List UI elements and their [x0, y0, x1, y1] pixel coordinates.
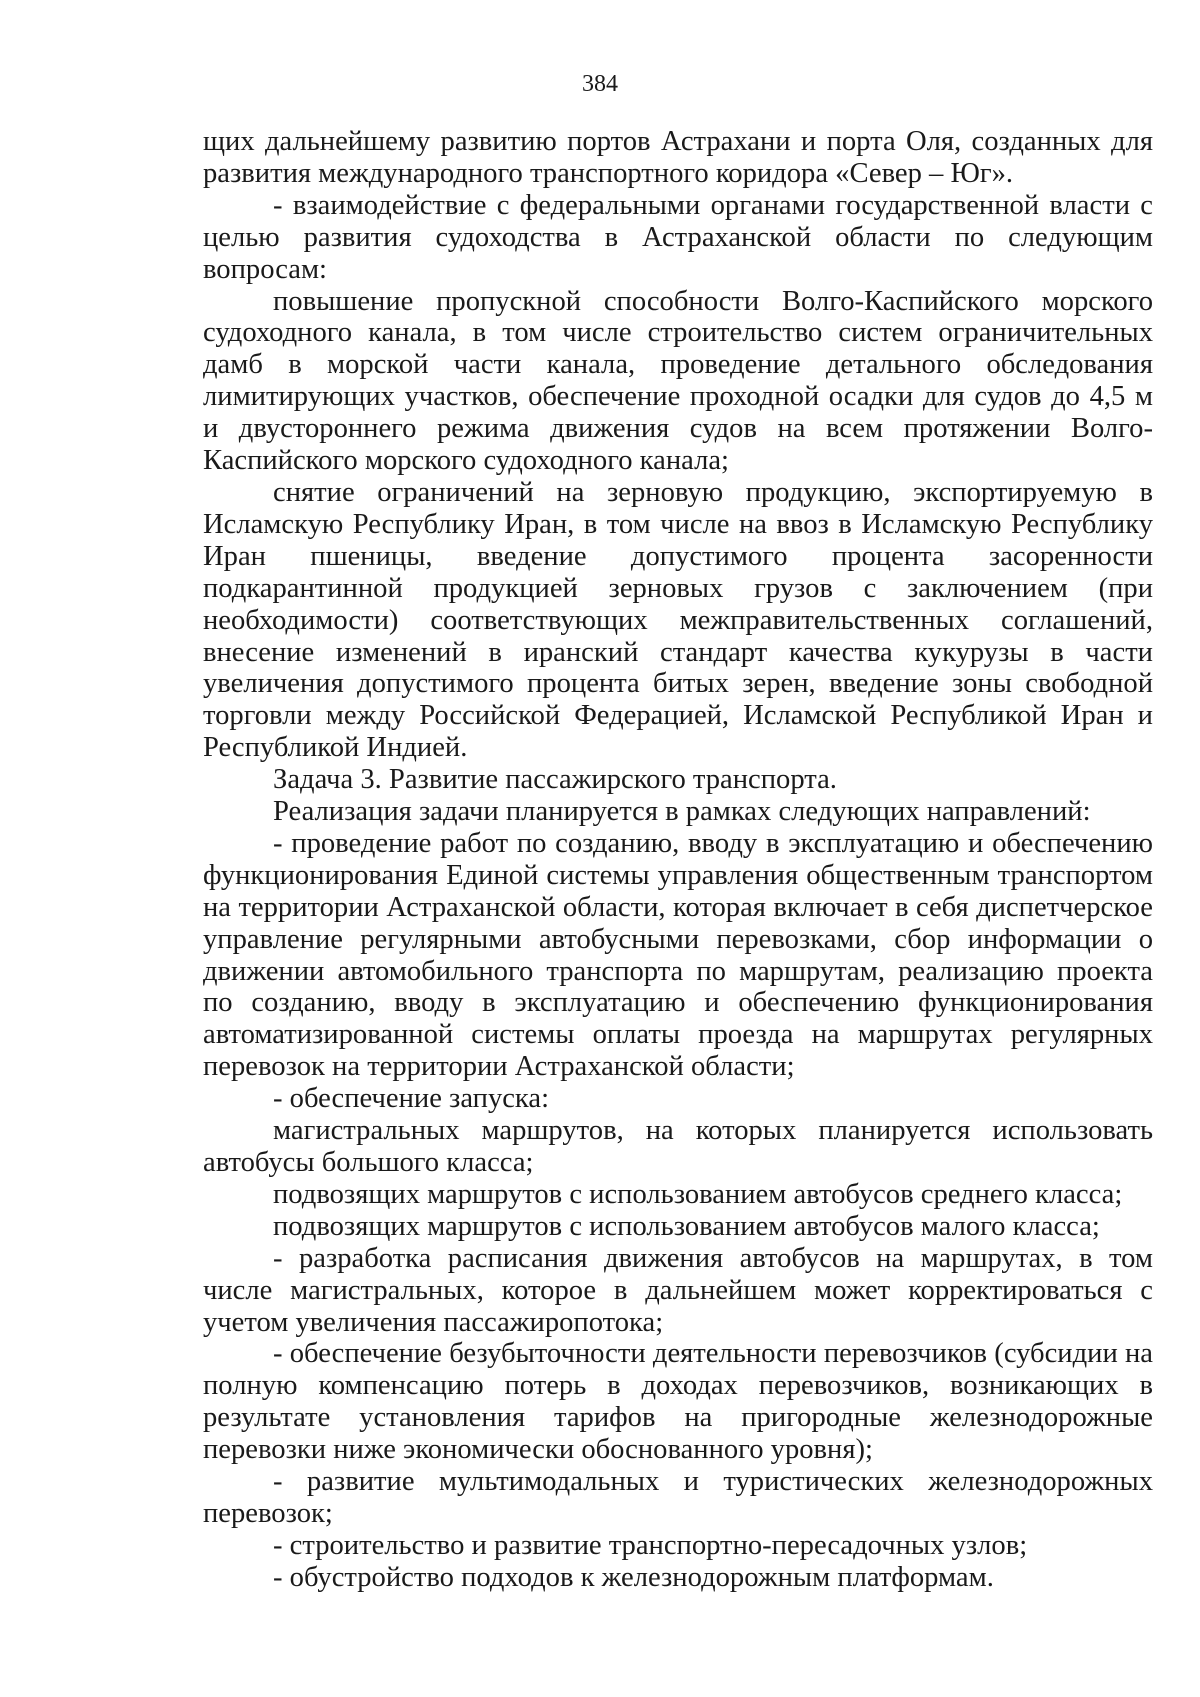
paragraph-federal-interaction: - взаимодействие с федеральными органами государственной власти с целью развития судоходства в Астраханской области по следующим вопросам:	[203, 189, 1153, 285]
paragraph-transfer-hubs: - строительство и развитие транспортно-пересадочных узлов;	[273, 1529, 1028, 1561]
paragraph-carrier-profitability: - обеспечение безубыточности деятельности перевозчиков (субсидии на полную компенсацию потерь в доходах перевозчиков, возникающих в результате установления тарифов на пригородные железнодорожные перевозки ниже экономически обоснованного уровня);	[203, 1338, 1153, 1466]
paragraph-multimodal-railway: - развитие мультимодальных и туристических железнодорожных перевозок;	[203, 1466, 1153, 1529]
paragraph-trunk-routes: магистральных маршрутов, на которых планируется использовать автобусы большого класса;	[203, 1115, 1153, 1178]
page-number: 384	[582, 71, 618, 97]
paragraph-feeder-routes-small: подвозящих маршрутов с использованием автобусов малого класса;	[273, 1210, 1100, 1242]
paragraph-launch-provision: - обеспечение запуска:	[273, 1083, 550, 1115]
paragraph-task-3-heading: Задача 3. Развитие пассажирского транспорта.	[273, 764, 837, 796]
paragraph-feeder-routes-medium: подвозящих маршрутов с использованием автобусов среднего класса;	[273, 1178, 1123, 1210]
paragraph-canal-capacity: повышение пропускной способности Волго-Каспийского морского судоходного канала, в том числе строительство систем ограничительных дамб в морской части канала, проведение детального обследования лимитирующих участков, обеспечение проходной осадки для судов до 4,5 м и двустороннего режима движения судов на всем протяжении Волго-Каспийского морского судоходного канала;	[203, 285, 1153, 477]
paragraph-task-implementation: Реализация задачи планируется в рамках следующих направлений:	[273, 796, 1091, 828]
document-body	[203, 126, 1153, 1594]
paragraph-continuation: щих дальнейшему развитию портов Астрахани и порта Оля, созданных для развития международного транспортного коридора «Север – Юг».	[203, 126, 1153, 189]
paragraph-bus-schedule: - разработка расписания движения автобусов на маршрутах, в том числе магистральных, которое в дальнейшем может корректироваться с учетом увеличения пассажиропотока;	[203, 1242, 1153, 1338]
paragraph-unified-transport-system: - проведение работ по созданию, вводу в эксплуатацию и обеспечению функционирования Единой системы управления общественным транспортом на территории Астраханской области, которая включает в себя диспетчерское управление регулярными автобусными перевозками, сбор информации о движении автомобильного транспорта по маршрутам, реализацию проекта по созданию, вводу в эксплуатацию и обеспечению функционирования автоматизированной системы оплаты проезда на маршрутах регулярных перевозок на территории Астраханской области;	[203, 827, 1153, 1083]
paragraph-platform-approaches: - обустройство подходов к железнодорожным платформам.	[273, 1561, 994, 1593]
paragraph-grain-restrictions: снятие ограничений на зерновую продукцию, экспортируемую в Исламскую Республику Иран, в том числе на ввоз в Исламскую Республику Иран пшеницы, введение допустимого процента засоренности подкарантинной продукцией зерновых грузов с заключением (при необходимости) соответствующих межправительственных соглашений, внесение изменений в иранский стандарт качества кукурузы в части увеличения допустимого процента битых зерен, введение зоны свободной торговли между Российской Федерацией, Исламской Республикой Иран и Республикой Индией.	[203, 476, 1153, 764]
